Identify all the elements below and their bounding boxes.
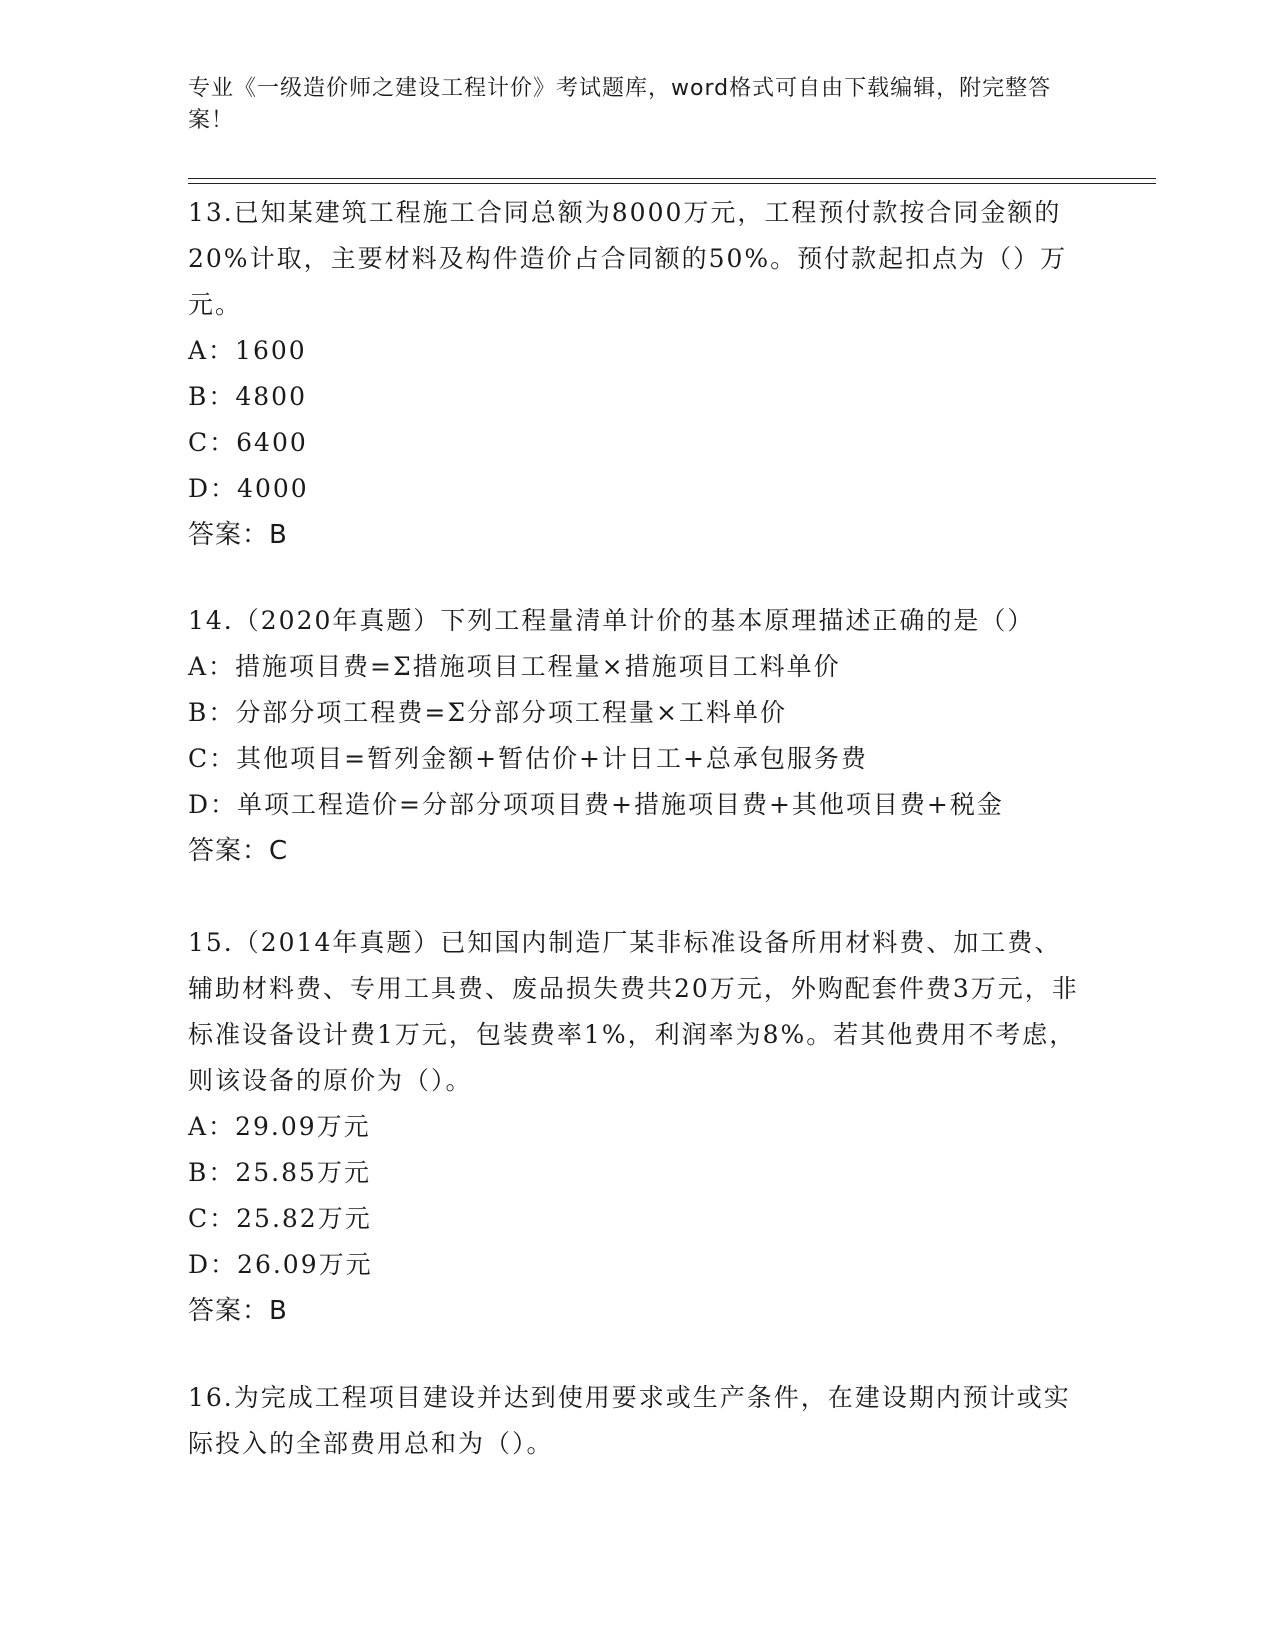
document-header: 专业《一级造价师之建设工程计价》考试题库，word格式可自由下载编辑，附完整答案！ (188, 76, 1052, 133)
question-stem: 13.已知某建筑工程施工合同总额为8000万元，工程预付款按合同金额的20%计取，主要材料及构件造价占合同额的50%。预付款起扣点为（）万元。 (188, 198, 1068, 319)
option-b: B：分部分项工程费=Σ分部分项工程量×工料单价 (188, 698, 787, 727)
option-d: D：26.09万元 (188, 1250, 373, 1279)
question-16 (188, 1375, 1088, 1467)
question-14 (188, 598, 1088, 874)
option-c: C：6400 (188, 428, 308, 457)
option-c: C：其他项目=暂列金额+暂估价+计日工+总承包服务费 (188, 744, 868, 773)
option-b: B：4800 (188, 382, 307, 411)
question-stem: 14.（2020年真题）下列工程量清单计价的基本原理描述正确的是（） (188, 606, 1035, 635)
answer: 答案：B (188, 1296, 288, 1326)
option-a: A：措施项目费=Σ措施项目工程量×措施项目工料单价 (188, 652, 841, 681)
question-stem: 16.为完成工程项目建设并达到使用要求或生产条件，在建设期内预计或实际投入的全部费用总和为（）。 (188, 1383, 1071, 1458)
answer: 答案：B (188, 520, 288, 550)
question-stem: 15.（2014年真题）已知国内制造厂某非标准设备所用材料费、加工费、辅助材料费、专用工具费、废品损失费共20万元，外购配套件费3万元，非标准设备设计费1万元，包装费率1%，利润率为8%。若其他费用不考虑，则该设备的原价为（）。 (188, 928, 1079, 1095)
option-d: D：4000 (188, 474, 309, 503)
option-a: A：1600 (188, 336, 307, 365)
option-c: C：25.82万元 (188, 1204, 372, 1233)
header-divider-bottom (188, 183, 1156, 184)
answer: 答案：C (188, 836, 289, 866)
option-a: A：29.09万元 (188, 1112, 371, 1141)
option-d: D：单项工程造价=分部分项项目费+措施项目费+其他项目费+税金 (188, 790, 1004, 819)
question-13 (188, 190, 1088, 558)
header-divider-top (188, 178, 1156, 179)
option-b: B：25.85万元 (188, 1158, 371, 1187)
question-15 (188, 920, 1088, 1334)
